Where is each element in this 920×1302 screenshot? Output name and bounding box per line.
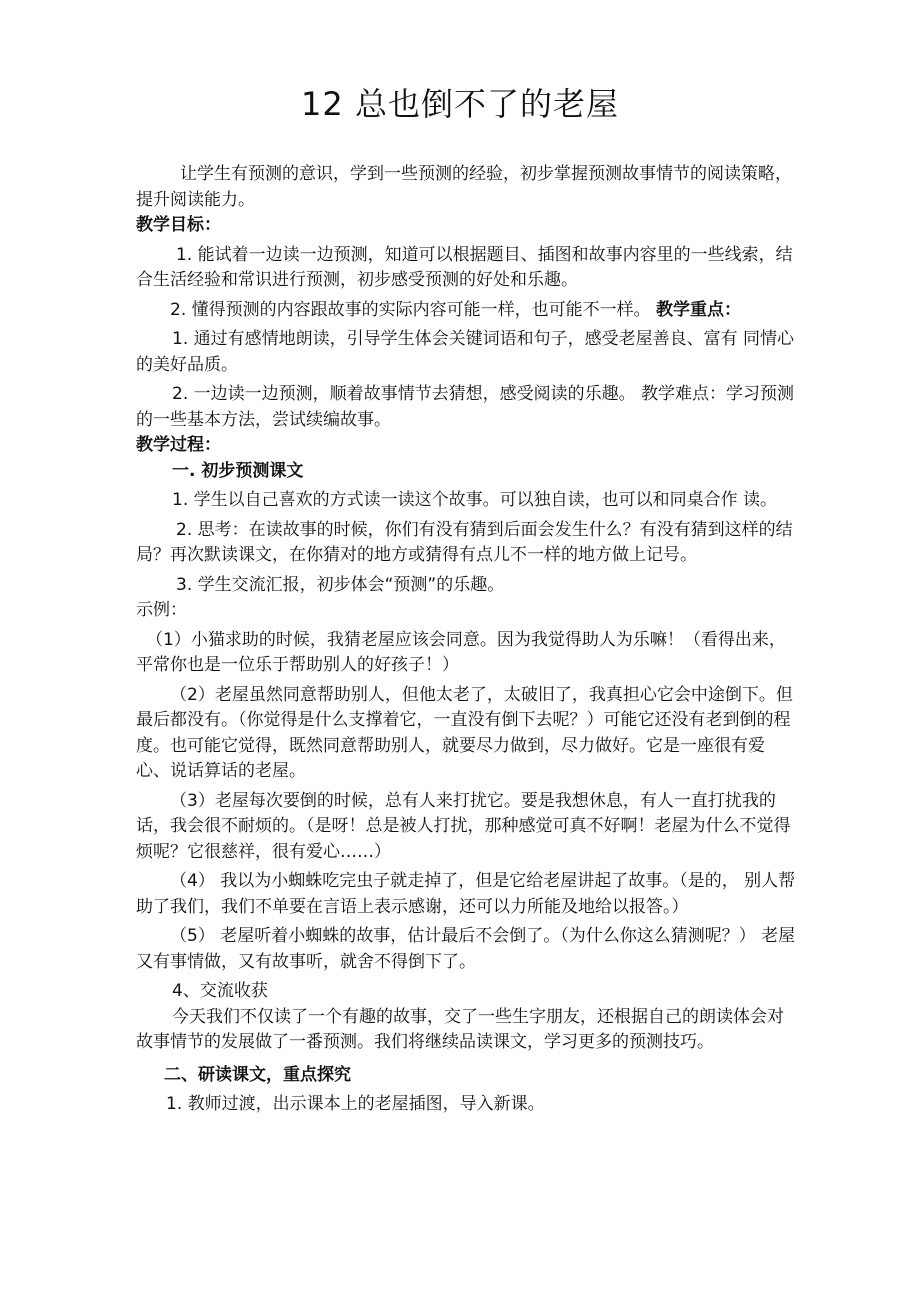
goal-item-2-text: 2. 懂得预测的内容跟故事的实际内容可能一样，也可能不一样。 xyxy=(170,299,651,320)
goal-item-1: 1. 能试着一边读一边预测，知道可以根据题目、插图和故事内容里的一些线索，结合生活经验和常识进行预测，初步感受预测的好处和乐趣。 xyxy=(136,244,793,290)
key-point-2-text: 2. 一边读一边预测，顺着故事情节去猜想，感受阅读的乐趣。 xyxy=(172,384,636,404)
example-item-5: （5） 老屋听着小蜘蛛的故事，估计最后不会倒了。（为什么你这么猜测呢？） 老屋又有事情做，又有故事听，就舍不得倒下了。 xyxy=(136,926,796,972)
example-item-1: （1）小猫求助的时候，我猜老屋应该会同意。因为我觉得助人为乐嘛！（看得出来，平常你也是一位乐于帮助别人的好孩子！） xyxy=(136,629,786,675)
example-item-2: （2）老屋虽然同意帮助别人，但他太老了，太破旧了，我真担心它会中途倒下。但最后都没有。（你觉得是什么支撑着它，一直没有倒下去呢？）可能它还没有老到倒的程度。也可能它觉得，既然同意帮助别人，就要尽力做到，尽力做好。它是一座很有爱心、说话算话的老屋。 xyxy=(136,684,793,781)
difficulty-label: 教学难点： xyxy=(641,384,727,404)
example-item-4: （4） 我以为小蜘蛛吃完虫子就走掉了，但是它给老屋讲起了故事。（是的， 别人帮助了我们，我们不单要在言语上表示感谢，还可以力所能及地给以报答。） xyxy=(136,871,796,917)
section-1-heading: 一. 初步预测课文 xyxy=(172,460,304,481)
intro-paragraph: 让学生有预测的意识，学到一些预测的经验，初步掌握预测故事情节的阅读策略，提升阅读能力。 xyxy=(136,164,792,210)
section-2-step-1: 1. 教师过渡，出示课本上的老屋插图，导入新课。 xyxy=(166,1094,545,1114)
process-heading: 教学过程： xyxy=(136,435,221,455)
key-points-heading: 教学重点： xyxy=(656,299,742,320)
step-item-1: 1. 学生以自己喜欢的方式读一读这个故事。可以独自读，也可以和同桌合作 读。 xyxy=(172,490,778,510)
step-item-3: 3. 学生交流汇报，初步体会“预测”的乐趣。 xyxy=(176,574,505,595)
key-point-1: 1. 通过有感情地朗读，引导学生体会关键词语和句子，感受老屋善良、富有 同情心的美好品质。 xyxy=(136,329,795,375)
key-point-2 xyxy=(136,382,798,433)
difficulty-text: 学习预测的一些基本方法，尝试续编故事。 xyxy=(136,384,795,430)
goal-item-2 xyxy=(136,298,798,324)
step-item-2: 2. 思考：在读故事的时候，你们有没有猜到后面会发生什么？有没有猜到这样的结局？再次默读课文，在你猜对的地方或猜得有点儿不一样的地方做上记号。 xyxy=(136,519,793,565)
goals-heading: 教学目标： xyxy=(136,215,221,235)
example-label: 示例： xyxy=(136,600,187,620)
document-title: 12 总也倒不了的老屋 xyxy=(301,85,619,123)
summary-paragraph: 今天我们不仅读了一个有趣的故事，交了一些生字朋友，还根据自己的朗读体会对故事情节的发展做了一番预测。我们将继续品读课文，学习更多的预测技巧。 xyxy=(136,1006,784,1052)
section-2-heading: 二、研读课文，重点探究 xyxy=(164,1064,351,1085)
step-item-4: 4、交流收获 xyxy=(172,981,268,1001)
example-item-3: （3）老屋每次要倒的时候，总有人来打扰它。要是我想休息，有人一直打扰我的话，我会很不耐烦的。（是呀！总是被人打扰，那种感觉可真不好啊！老屋为什么不觉得烦呢？它很慈祥，很有爱心……） xyxy=(136,790,791,862)
document-body xyxy=(136,162,798,1118)
